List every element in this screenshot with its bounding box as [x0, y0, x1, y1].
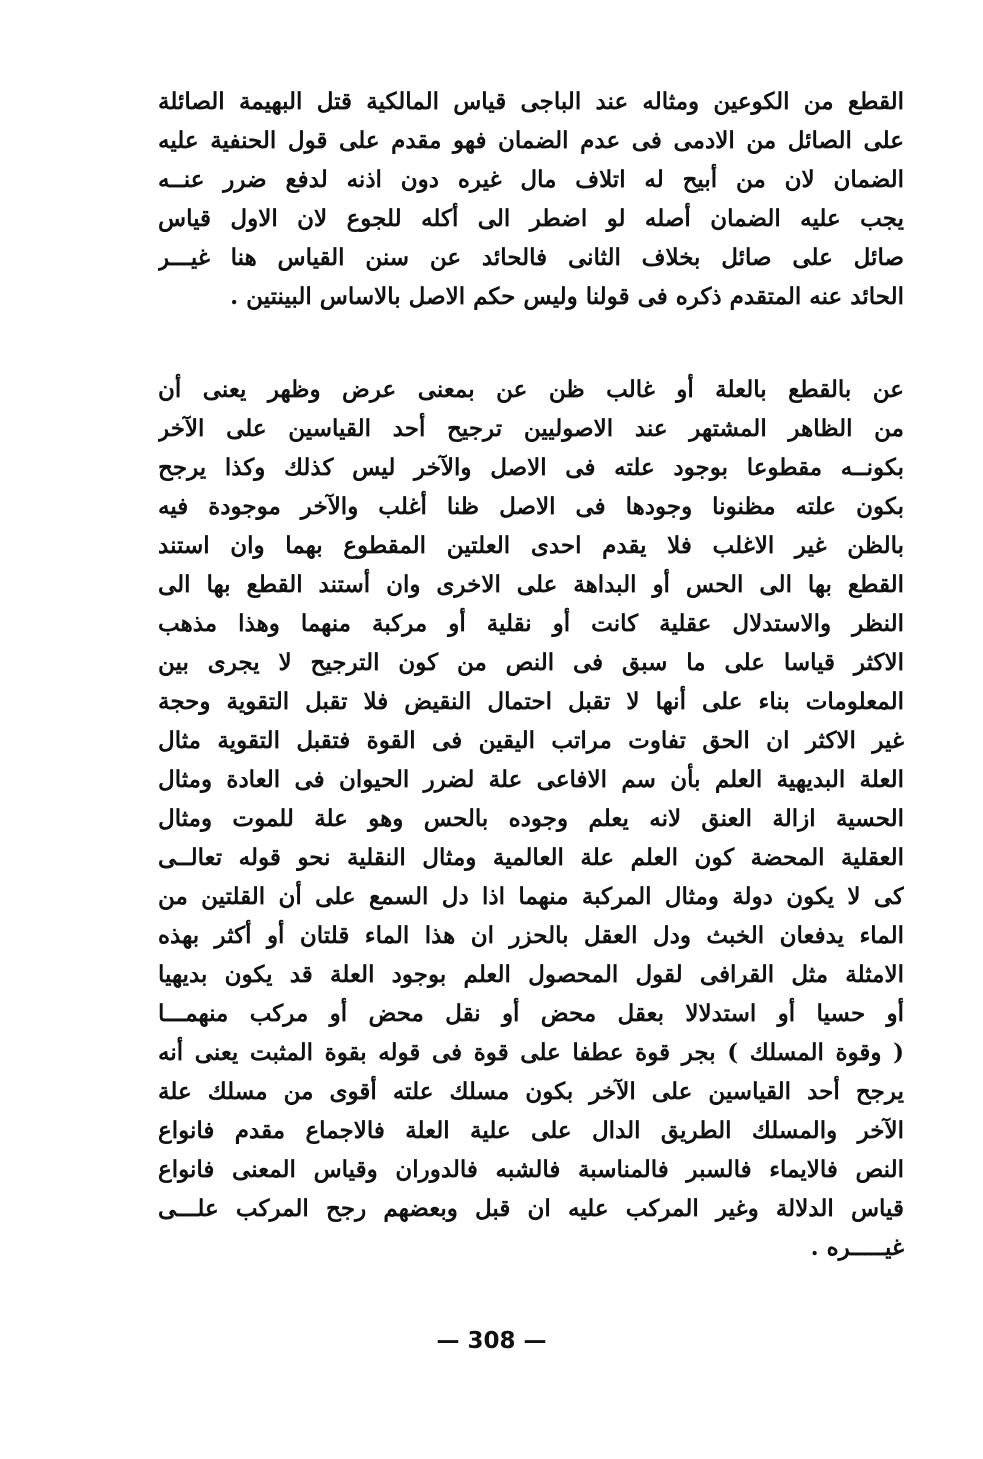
text-line: الآخر والمسلك الطريق الدال على علية العلة فالاجماع مقدم فانواع [158, 1117, 904, 1144]
text-line: كى لا يكون دولة ومثال المركبة منهما اذا دل السمع على أن القلتين من [158, 883, 904, 910]
text-line: الحائد عنه المتقدم ذكره فى قولنا وليس حكم الاصل بالاساس البينتين . [230, 283, 904, 310]
text-line: صائل على صائل بخلاف الثانى فالحائد عن سنن القياس هنا غيـــر [158, 244, 904, 271]
text-line: الضمان لان من أبيح له اتلاف مال غيره دون اذنه لدفع ضرر عنــه [158, 166, 904, 193]
text-line: المعلومات بناء على أنها لا تقبل احتمال النقيض فلا تقبل التقوية وحجة [158, 688, 904, 715]
text-line: النص فالايماء فالسبر فالمناسبة فالشبه فالدوران وقياس المعنى فانواع [158, 1156, 904, 1183]
text-line: بكون علته مظنونا وجودها فى الاصل ظنا أغلب والآخر موجودة فيه [158, 493, 904, 520]
text-line: الاكثر قياسا على ما سبق فى النص من كون الترجيح لا يجرى بين [158, 649, 904, 676]
text-line: ( وقوة المسلك ) بجر قوة عطفا على قوة فى قوله بقوة المثبت يعنى أنه [158, 1039, 904, 1066]
text-line: عن بالقطع بالعلة أو غالب ظن عن بمعنى عرض وظهر يعنى أن [158, 376, 904, 403]
text-line: القطع بها الى الحس أو البداهة على الاخرى وان أستند القطع بها الى [158, 571, 904, 598]
paragraph-2 [158, 370, 904, 1267]
text-line: يجب عليه الضمان أصله لو اضطر الى أكله للجوع لان الاول قياس [158, 205, 904, 232]
text-line: النظر والاستدلال عقلية كانت أو نقلية أو مركبة منهما وهذا مذهب [158, 610, 904, 637]
text-line: القطع من الكوعين ومثاله عند الباجى قياس المالكية قتل البهيمة الصائلة [158, 88, 904, 115]
text-line: غير الاكثر ان الحق تفاوت مراتب اليقين فى القوة فتقبل التقوية مثال [158, 727, 904, 754]
text-line: من الظاهر المشتهر عند الاصوليين ترجيح أحد القياسين على الآخر [158, 415, 904, 442]
text-line: الحسية ازالة العنق لانه يعلم وجوده بالحس وهو علة للموت ومثال [158, 805, 904, 832]
text-line: أو حسيا أو استدلالا بعقل محض أو نقل محض أو مركب منهمـــا [158, 1000, 904, 1027]
text-line: قياس الدلالة وغير المركب عليه ان قبل وبعضهم رجح المركب علـــى [158, 1195, 904, 1222]
text-line: يرجح أحد القياسين على الآخر بكون مسلك علته أقوى من مسلك علة [158, 1078, 904, 1105]
text-line: بكونــه مقطوعا بوجود علته فى الاصل والآخر ليس كذلك وكذا يرجح [158, 454, 904, 481]
text-line: العلة البديهية العلم بأن سم الافاعى علة لضرر الحيوان فى العادة ومثال [158, 766, 904, 793]
page-number: — 308 — [436, 1328, 547, 1354]
paragraph-1 [158, 82, 904, 316]
text-line: غيـــــره . [810, 1234, 904, 1261]
text-line: الامثلة مثل القرافى لقول المحصول العلم بوجود العلة قد يكون بديهيا [158, 961, 904, 988]
text-line: الماء يدفعان الخبث ودل العقل بالحزر ان هذا الماء قلتان أو أكثر بهذه [158, 922, 904, 949]
text-line: على الصائل من الادمى فى عدم الضمان فهو مقدم على قول الحنفية عليه [158, 127, 904, 154]
text-line: بالظن غير الاغلب فلا يقدم احدى العلتين المقطوع بهما وان استند [158, 532, 904, 559]
text-line: العقلية المحضة كون العلم علة العالمية ومثال النقلية نحو قوله تعالــى [158, 844, 904, 871]
